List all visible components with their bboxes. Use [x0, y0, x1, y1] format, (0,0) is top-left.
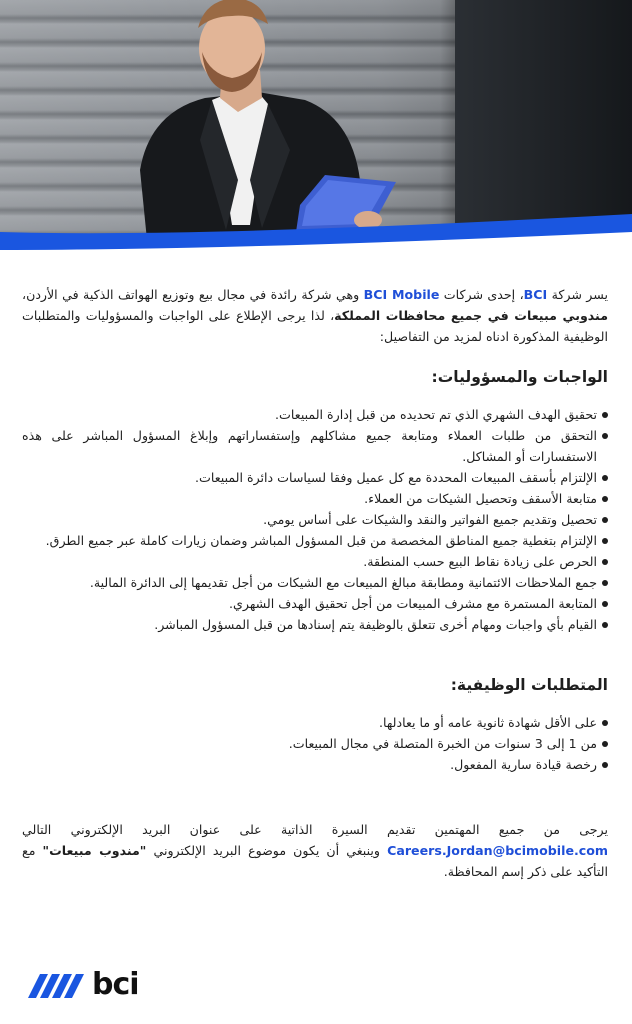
apply-paragraph: يرجى من جميع المهتمين تقديم السيرة الذاتية على عنوان البريد الإلكتروني التالي Careers.Jordan@bcimobile.com وينبغي أن يكون موضوع البريد الإلكتروني "مندوب مبيعات" مع التأكيد على ذكر إسم المحافظة.: [22, 822, 609, 879]
blue-swoosh-band: [0, 0, 632, 270]
bci-logo: [26, 968, 139, 1002]
requirements-list: [22, 712, 608, 775]
duty-item: التحقق من طلبات العملاء ومتابعة جميع مشاكلهم وإستفساراتهم وإبلاغ المسؤول المباشر على هذه الاستفسارات أو المشاكل.: [22, 425, 608, 467]
careers-email-link[interactable]: Careers.Jordan@bcimobile.com: [387, 843, 609, 858]
hero-photo: [0, 0, 632, 270]
requirement-item: رخصة قيادة سارية المفعول.: [22, 754, 608, 775]
requirement-item: من 1 إلى 3 سنوات من الخبرة المتصلة في مجال المبيعات.: [22, 733, 608, 754]
duty-item: الإلتزام بأسقف المبيعات المحددة مع كل عميل وفقا لسياسات دائرة المبيعات.: [22, 467, 608, 488]
duty-item: المتابعة المستمرة مع مشرف المبيعات من أجل تحقيق الهدف الشهري.: [22, 593, 608, 614]
role-title: مندوبي مبيعات في جميع محافظات المملكة: [334, 308, 608, 323]
duty-item: تحصيل وتقديم جميع الفواتير والنقد والشيكات على أساس يومي.: [22, 509, 608, 530]
duties-heading: الواجبات والمسؤوليات:: [431, 368, 608, 386]
duties-list: [22, 404, 608, 635]
duty-item: متابعة الأسقف وتحصيل الشيكات من العملاء.: [22, 488, 608, 509]
requirements-heading: المتطلبات الوظيفية:: [450, 676, 608, 694]
brand-bci: BCI: [523, 287, 548, 302]
intro-paragraph: يسر شركة BCI، إحدى شركات BCI Mobile وهي شركة رائدة في مجال بيع وتوزيع الهواتف الذكية في الأردن، مندوبي مبيعات في جميع محافظات المملكة، لذا يرجى الإطلاع على الواجبات والمسؤوليات والمتطلبات الوظيفية المذكورة ادناه لمزيد من التفاصيل:: [22, 287, 608, 344]
duty-item: تحقيق الهدف الشهري الذي تم تحديده من قبل إدارة المبيعات.: [22, 404, 608, 425]
post-body: [22, 284, 608, 882]
bci-logo-icon: [26, 968, 88, 1002]
email-subject: "مندوب مبيعات": [42, 843, 147, 858]
requirement-item: على الأقل شهادة ثانوية عامه أو ما يعادلها.: [22, 712, 608, 733]
duty-item: الإلتزام بتغطية جميع المناطق المخصصة من قبل المسؤول المباشر وضمان زيارات كاملة عبر جميع الطرق.: [22, 530, 608, 551]
logo-wordmark: bci: [92, 967, 139, 1002]
duty-item: الحرص على زيادة نقاط البيع حسب المنطقة.: [22, 551, 608, 572]
brand-bci-mobile: BCI Mobile: [363, 287, 440, 302]
duty-item: جمع الملاحظات الائتمانية ومطابقة مبالغ المبيعات مع الشيكات من أجل تقديمها إلى الدائرة المالية.: [22, 572, 608, 593]
duty-item: القيام بأي واجبات ومهام أخرى تتعلق بالوظيفة يتم إسنادها من قبل المسؤول المباشر.: [22, 614, 608, 635]
